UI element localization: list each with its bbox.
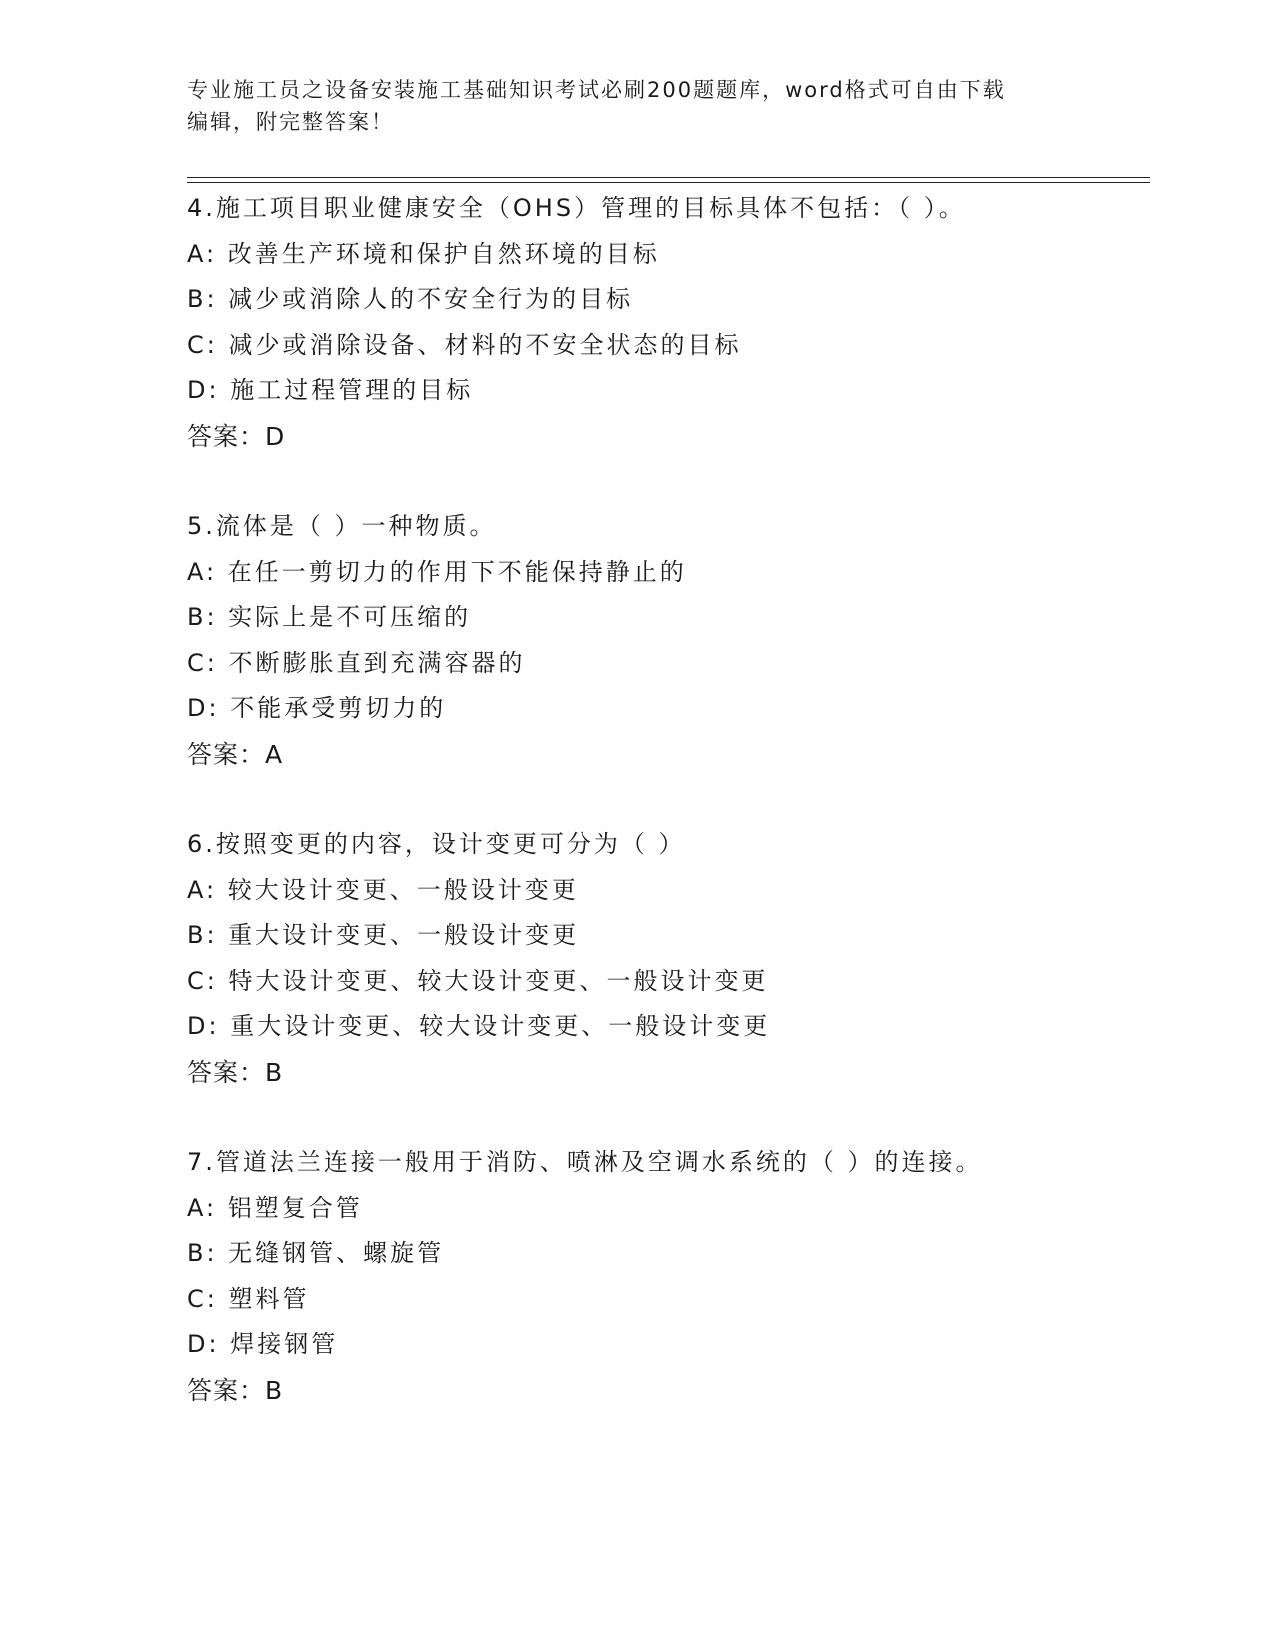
option-b: B: 重大设计变更、一般设计变更 bbox=[187, 921, 580, 949]
option-d: D: 施工过程管理的目标 bbox=[187, 376, 474, 404]
option-c: C: 减少或消除设备、材料的不安全状态的目标 bbox=[187, 330, 742, 359]
option-c: C: 塑料管 bbox=[187, 1284, 310, 1313]
question-stem: 7.管道法兰连接一般用于消防、喷淋及空调水系统的（ ）的连接。 bbox=[187, 1148, 983, 1176]
option-d: D: 重大设计变更、较大设计变更、一般设计变更 bbox=[187, 1012, 771, 1040]
question-block bbox=[187, 186, 1147, 459]
answer-line: 答案：B bbox=[187, 1057, 284, 1087]
header-line-2: 编辑，附完整答案！ bbox=[187, 110, 394, 134]
header-divider-bottom bbox=[187, 182, 1150, 183]
option-a: A: 较大设计变更、一般设计变更 bbox=[187, 875, 579, 904]
option-c: C: 特大设计变更、较大设计变更、一般设计变更 bbox=[187, 966, 769, 995]
header-divider-top bbox=[187, 177, 1150, 178]
option-c: C: 不断膨胀直到充满容器的 bbox=[187, 648, 526, 677]
question-block bbox=[187, 822, 1147, 1095]
answer-line: 答案：D bbox=[187, 421, 286, 451]
option-b: B: 实际上是不可压缩的 bbox=[187, 603, 472, 631]
option-b: B: 无缝钢管、螺旋管 bbox=[187, 1239, 445, 1267]
option-b: B: 减少或消除人的不安全行为的目标 bbox=[187, 285, 634, 313]
option-d: D: 不能承受剪切力的 bbox=[187, 694, 447, 722]
question-stem: 6.按照变更的内容，设计变更可分为（ ） bbox=[187, 830, 686, 858]
answer-line: 答案：B bbox=[187, 1375, 284, 1405]
option-a: A: 铝塑复合管 bbox=[187, 1193, 363, 1222]
option-a: A: 改善生产环境和保护自然环境的目标 bbox=[187, 239, 660, 268]
document-header bbox=[187, 74, 1087, 138]
answer-line: 答案：A bbox=[187, 739, 284, 769]
option-d: D: 焊接钢管 bbox=[187, 1330, 339, 1358]
question-block bbox=[187, 1140, 1147, 1413]
header-line-1: 专业施工员之设备安装施工基础知识考试必刷200题题库，word格式可自由下载 bbox=[187, 78, 1006, 102]
option-a: A: 在任一剪切力的作用下不能保持静止的 bbox=[187, 557, 687, 586]
question-stem: 4.施工项目职业健康安全（OHS）管理的目标具体不包括：（ ）。 bbox=[187, 194, 966, 222]
question-block bbox=[187, 504, 1147, 777]
question-stem: 5.流体是（ ）一种物质。 bbox=[187, 512, 497, 540]
